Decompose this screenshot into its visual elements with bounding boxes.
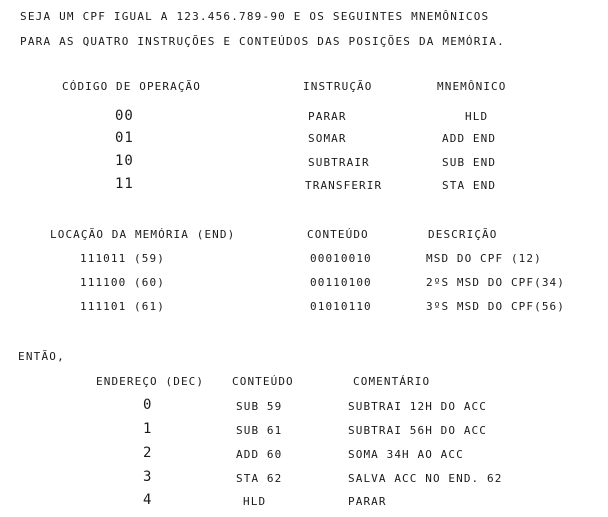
memory-row-0-location: 111011 (59) [80, 252, 165, 265]
memory-header-content: CONTEÚDO [307, 228, 369, 241]
opcode-header-code: CÓDIGO DE OPERAÇÃO [62, 80, 202, 93]
opcode-row-1-code: 01 [115, 130, 134, 146]
memory-header-location: LOCAÇÃO DA MEMÓRIA (END) [50, 228, 236, 241]
program-row-0-comment: SUBTRAI 12H DO ACC [348, 400, 488, 413]
memory-header-description: DESCRIÇÃO [428, 228, 498, 241]
program-row-1-content: SUB 61 [236, 424, 283, 437]
opcode-row-1-instruction: SOMAR [308, 132, 347, 145]
program-row-2-address: 2 [143, 445, 153, 461]
memory-row-2-location: 111101 (61) [80, 300, 165, 313]
opcode-header-instruction: INSTRUÇÃO [303, 80, 373, 93]
program-header-content: CONTEÚDO [232, 375, 294, 388]
program-header-comment: COMENTÁRIO [353, 375, 431, 388]
memory-row-0-content: 00010010 [310, 252, 372, 265]
memory-row-1-content: 00110100 [310, 276, 372, 289]
program-row-2-content: ADD 60 [236, 448, 283, 461]
opcode-row-0-code: 00 [115, 108, 134, 124]
memory-row-2-content: 01010110 [310, 300, 372, 313]
program-row-1-comment: SUBTRAI 56H DO ACC [348, 424, 488, 437]
program-row-3-content: STA 62 [236, 472, 283, 485]
opcode-row-2-mnemonic: SUB END [442, 156, 497, 169]
intro-line-2: PARA AS QUATRO INSTRUÇÕES E CONTEÚDOS DAS POSIÇÕES DA MEMÓRIA. [20, 35, 505, 48]
program-row-4-content: HLD [243, 495, 267, 508]
memory-row-0-description: MSD DO CPF (12) [426, 252, 542, 265]
opcode-row-3-code: 11 [115, 176, 134, 192]
program-header-address: ENDEREÇO (DEC) [96, 375, 205, 388]
opcode-row-2-code: 10 [115, 153, 134, 169]
program-row-4-address: 4 [143, 492, 153, 508]
program-row-3-address: 3 [143, 469, 153, 485]
memory-row-1-description: 2ºS MSD DO CPF(34) [426, 276, 566, 289]
memory-row-1-location: 111100 (60) [80, 276, 165, 289]
opcode-header-mnemonic: MNEMÔNICO [437, 80, 507, 93]
opcode-row-3-mnemonic: STA END [442, 179, 497, 192]
memory-row-2-description: 3ºS MSD DO CPF(56) [426, 300, 566, 313]
program-row-0-address: 0 [143, 397, 153, 413]
then-label: ENTÃO, [18, 350, 65, 363]
opcode-row-3-instruction: TRANSFERIR [305, 179, 383, 192]
opcode-row-2-instruction: SUBTRAIR [308, 156, 370, 169]
program-row-3-comment: SALVA ACC NO END. 62 [348, 472, 503, 485]
program-row-2-comment: SOMA 34H AO ACC [348, 448, 464, 461]
opcode-row-0-mnemonic: HLD [465, 110, 489, 123]
program-row-4-comment: PARAR [348, 495, 387, 508]
program-row-1-address: 1 [143, 421, 153, 437]
opcode-row-0-instruction: PARAR [308, 110, 347, 123]
intro-line-1: SEJA UM CPF IGUAL A 123.456.789-90 E OS SEGUINTES MNEMÔNICOS [20, 10, 490, 23]
program-row-0-content: SUB 59 [236, 400, 283, 413]
opcode-row-1-mnemonic: ADD END [442, 132, 497, 145]
